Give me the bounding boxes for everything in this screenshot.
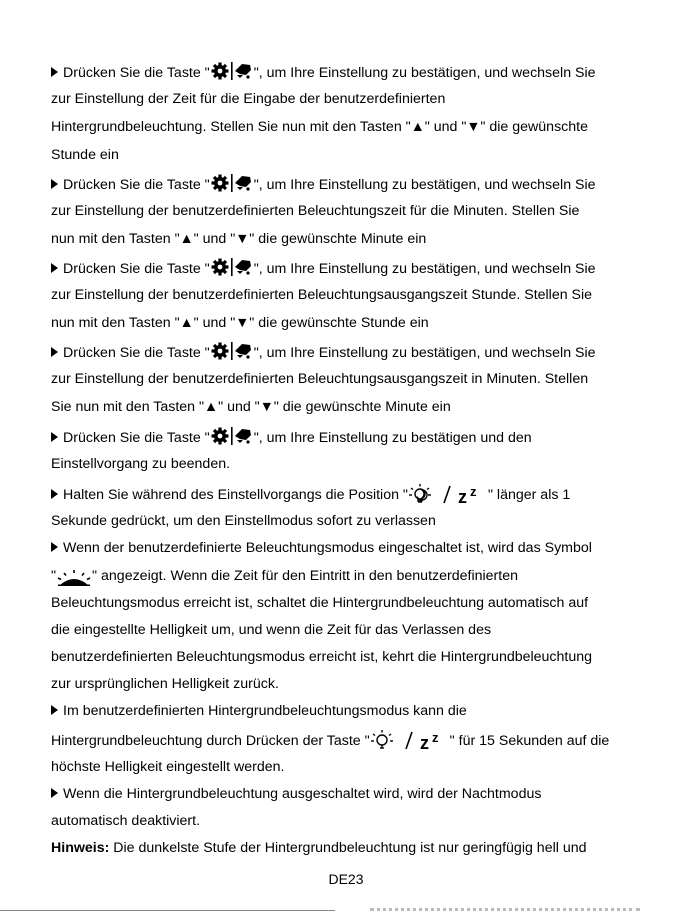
para-6-line-2: Sekunde gedrückt, um den Einstellmodus sofort zu verlassen: [51, 513, 436, 529]
bullet-triangle-icon: [51, 432, 58, 442]
light-sleep-icon: [408, 483, 488, 509]
para-7-line-1: Wenn der benutzerdefinierte Beleuchtungsmodus eingeschaltet ist, wird das Symbol: [51, 538, 592, 558]
svg-text:z: z: [457, 487, 467, 507]
bullet-triangle-icon: [51, 347, 58, 357]
gear-snooze-icon: [210, 257, 254, 283]
para-2-line-3: nun mit den Tasten "▲" und "▼" die gewünschte Minute ein: [51, 231, 427, 247]
para-7-line-6: zur ursprünglichen Helligkeit zurück.: [51, 676, 279, 692]
para-5-line-1: Drücken Sie die Taste " ", um Ihre Einstellung zu bestätigen und den: [51, 426, 532, 452]
svg-text:z: z: [469, 484, 477, 499]
para-4-line-1: Drücken Sie die Taste " ", um Ihre Einstellung zu bestätigen, und wechseln Sie: [51, 341, 596, 367]
para-8-line-3: höchste Helligkeit eingestellt werden.: [51, 759, 285, 775]
para-8-line-2: Hintergrundbeleuchtung durch Drücken der Taste " z z " für 15 Sekunden auf die: [51, 730, 610, 753]
para-3-line-3: nun mit den Tasten "▲" und "▼" die gewünschte Stunde ein: [51, 315, 429, 331]
gear-snooze-icon: [210, 341, 254, 367]
para-1-line-3: Hintergrundbeleuchtung. Stellen Sie nun mit den Tasten "▲" und "▼" die gewünschte: [51, 119, 588, 135]
bullet-triangle-icon: [51, 489, 58, 499]
bullet-triangle-icon: [51, 705, 58, 715]
para-9-line-2: automatisch deaktiviert.: [51, 813, 201, 829]
svg-text:z: z: [431, 730, 439, 745]
bullet-triangle-icon: [51, 542, 58, 552]
gear-snooze-icon: [210, 426, 254, 452]
sunrise-icon: [56, 570, 92, 590]
para-3-line-1: Drücken Sie die Taste " ", um Ihre Einstellung zu bestätigen, und wechseln Sie: [51, 257, 596, 283]
note-label: Hinweis:: [51, 840, 110, 856]
bullet-triangle-icon: [51, 788, 58, 798]
para-9-line-1: Wenn die Hintergrundbeleuchtung ausgeschaltet wird, wird der Nachtmodus: [51, 784, 541, 804]
para-4-line-2: zur Einstellung der benutzerdefinierten Beleuchtungsausgangszeit in Minuten. Stellen: [51, 371, 589, 387]
bullet-triangle-icon: [51, 67, 58, 77]
para-7-line-5: benutzerdefinierten Beleuchtungsmodus erreicht ist, kehrt die Hintergrundbeleuchtung: [51, 649, 593, 665]
bottom-dotted-rule: [370, 908, 640, 911]
para-1-line-1: Drücken Sie die Taste " ", um Ihre Einstellung zu bestätigen, und wechseln Sie: [51, 61, 596, 87]
para-2-line-2: zur Einstellung der benutzerdefinierten Beleuchtungszeit für die Minuten. Stellen Sie: [51, 203, 580, 219]
light-sleep-icon: [370, 729, 450, 755]
para-1-line-2: zur Einstellung der Zeit für die Eingabe der benutzerdefinierten: [51, 91, 446, 107]
bullet-triangle-icon: [51, 263, 58, 273]
svg-text:z: z: [419, 733, 429, 753]
bullet-triangle-icon: [51, 179, 58, 189]
para-5-line-2: Einstellvorgang zu beenden.: [51, 456, 231, 472]
para-2-line-1: Drücken Sie die Taste " ", um Ihre Einstellung zu bestätigen, und wechseln Sie: [51, 173, 596, 199]
para-7-line-4: die eingestellte Helligkeit um, und wenn die Zeit für das Verlassen des: [51, 622, 492, 638]
para-3-line-2: zur Einstellung der benutzerdefinierten Beleuchtungsausgangszeit Stunde. Stellen Sie: [51, 287, 593, 303]
para-1-line-4: Stunde ein: [51, 147, 119, 163]
bottom-rule: [0, 910, 335, 911]
gear-snooze-icon: [210, 61, 254, 87]
page-number: DE23: [328, 871, 364, 887]
para-6-line-1: Halten Sie während des Einstellvorgangs die Position " z z " länger als 1: [51, 483, 570, 509]
para-8-line-1: Im benutzerdefinierten Hintergrundbeleuchtungsmodus kann die: [51, 701, 467, 721]
gear-snooze-icon: [210, 173, 254, 199]
para-7-line-2: " " angezeigt. Wenn die Zeit für den Eintritt in den benutzerdefinierten: [51, 566, 518, 590]
para-4-line-3: Sie nun mit den Tasten "▲" und "▼" die gewünschte Minute ein: [51, 399, 451, 415]
note-line: [51, 838, 587, 858]
note-text: Die dunkelste Stufe der Hintergrundbeleuchtung ist nur geringfügig hell und: [109, 840, 587, 856]
para-7-line-3: Beleuchtungsmodus erreicht ist, schaltet die Hintergrundbeleuchtung automatisch auf: [51, 595, 589, 611]
